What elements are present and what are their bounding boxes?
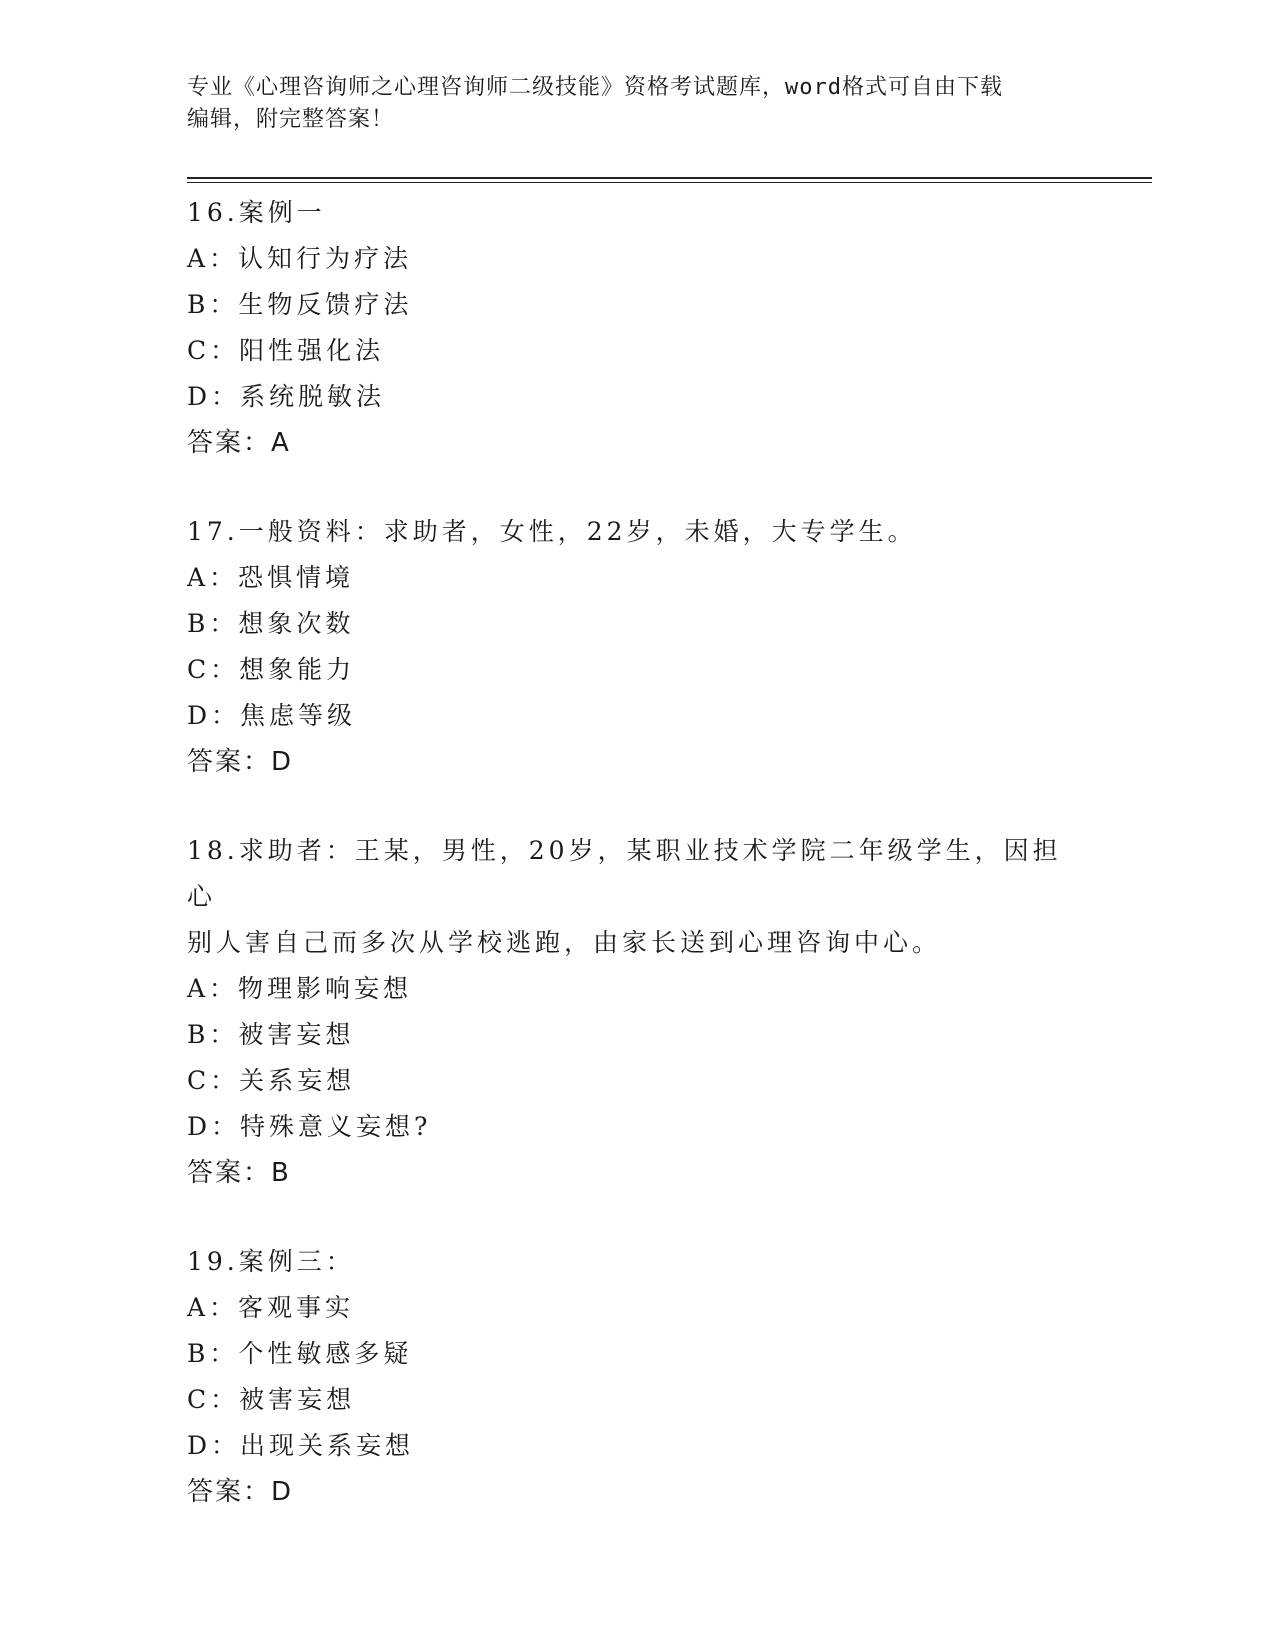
- option-d: D：焦虑等级: [187, 701, 357, 730]
- option-a: A：客观事实: [187, 1293, 355, 1322]
- option-b: B：想象次数: [187, 609, 355, 638]
- option-c: C：阳性强化法: [187, 336, 385, 365]
- question-stem-line-1: 18.求助者：王某，男性，20岁，某职业技术学院二年级学生，因担心: [187, 836, 1062, 911]
- option-c: C：想象能力: [187, 655, 356, 684]
- option-c: C：关系妄想: [187, 1066, 356, 1095]
- option-d: D：出现关系妄想: [187, 1431, 415, 1460]
- answer-line: 答案：D: [187, 1477, 294, 1507]
- option-b: B：个性敏感多疑: [187, 1339, 413, 1368]
- option-a: A：认知行为疗法: [187, 244, 413, 273]
- answer-line: 答案：D: [187, 747, 294, 777]
- option-b: B：生物反馈疗法: [187, 290, 413, 319]
- option-b: B：被害妄想: [187, 1020, 355, 1049]
- question-stem: 19.案例三：: [187, 1247, 355, 1276]
- option-a: A：恐惧情境: [187, 563, 355, 592]
- option-c: C：被害妄想: [187, 1385, 356, 1414]
- question-19: [187, 1239, 1087, 1515]
- answer-line: 答案：B: [187, 1158, 291, 1188]
- header-divider-thin: [187, 182, 1152, 183]
- header-line-1: 专业《心理咨询师之心理咨询师二级技能》资格考试题库，word格式可自由下载: [187, 75, 1003, 100]
- header-divider-thick: [187, 177, 1152, 179]
- option-d: D：特殊意义妄想?: [187, 1112, 432, 1141]
- question-16: [187, 190, 1087, 466]
- question-17: [187, 509, 1087, 785]
- question-list: [187, 190, 1087, 1558]
- option-d: D：系统脱敏法: [187, 382, 386, 411]
- document-header: [187, 72, 1067, 136]
- question-stem: 17.一般资料：求助者，女性，22岁，未婚，大专学生。: [187, 517, 917, 546]
- question-stem: 16.案例一: [187, 198, 326, 227]
- question-stem-line-2: 别人害自己而多次从学校逃跑，由家长送到心理咨询中心。: [187, 928, 942, 957]
- header-line-2: 编辑，附完整答案！: [187, 107, 395, 132]
- answer-line: 答案：A: [187, 428, 291, 458]
- question-18: [187, 828, 1087, 1196]
- option-a: A：物理影响妄想: [187, 974, 413, 1003]
